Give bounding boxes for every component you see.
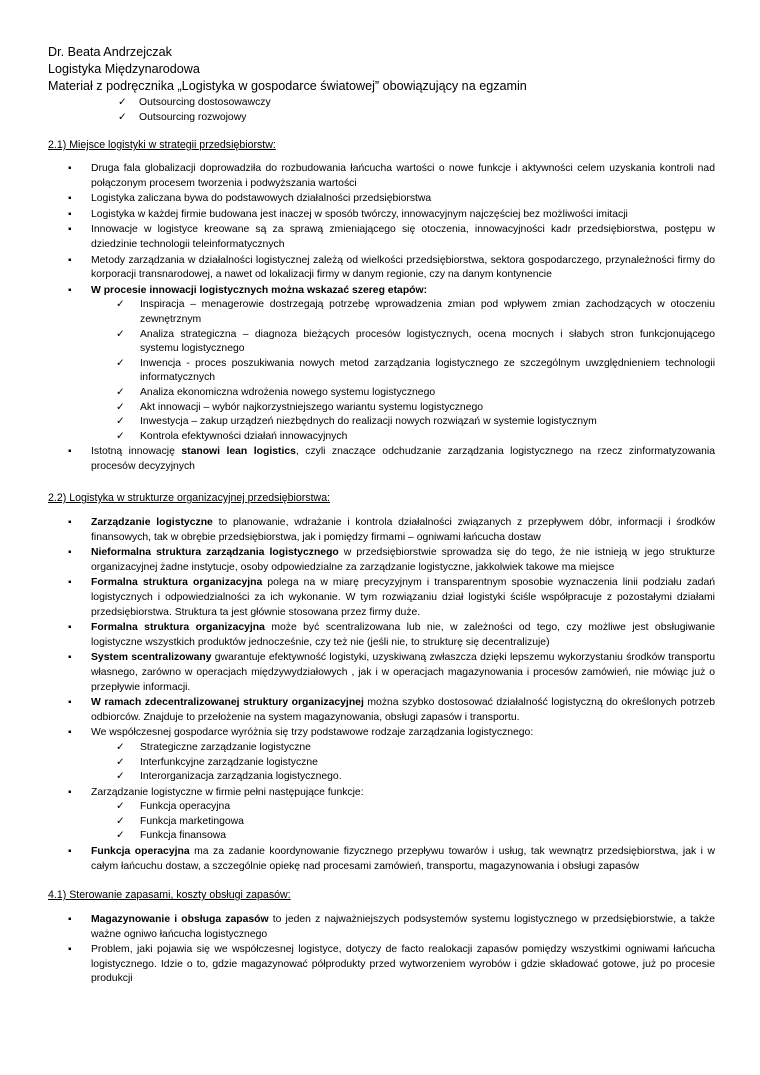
section-2-1-list	[67, 162, 715, 475]
document-header	[48, 44, 527, 95]
section-heading-4-1: 4.1) Sterowanie zapasami, koszty obsługi zapasów:	[48, 889, 291, 901]
list-item: ▪ Istotną innowację stanowi lean logistics, czyli znaczące odchudzanie zarządzania logistycznego na rzecz zinformatyzowania procesów decyzyjnych	[67, 445, 715, 474]
list-item: ▪ Problem, jaki pojawia się we współczesnej logistyce, dotyczy de facto realokacji zapasów pomiędzy wszystkimi ogniwami łańcucha logistycznego. Idzie o to, gdzie magazynować półprodukty przed wytworzeniem wyrobów i gdzie składować gotowe, już po procesie produkcji	[67, 943, 715, 987]
list-item: ▪ Druga fala globalizacji doprowadziła do rozbudowania łańcucha wartości o nowe funkcje i aktywności celem uzyskania kontroli nad połączonym procesem tworzenia i podwyższania wartości	[67, 162, 715, 191]
list-item: ▪ Innowacje w logistyce kreowane są za sprawą zmieniającego się otoczenia, innowacyjności kadr przedsiębiorstwa, postępu w dziedzinie technologii teleinformatycznych	[67, 223, 715, 252]
sub-item: ✓ Interfunkcyjne zarządzanie logistyczne	[116, 756, 715, 771]
sub-item: ✓ Akt innowacji – wybór najkorzystniejszego wariantu systemu logistycznego	[116, 401, 715, 416]
section-heading-2-2: 2.2) Logistyka w strukturze organizacyjnej przedsiębiorstwa:	[48, 492, 331, 504]
intro-checklist	[118, 96, 271, 125]
list-item: ▪ Magazynowanie i obsługa zapasów to jeden z najważniejszych podsystemów systemu logistycznego w przedsiębiorstwie, a także ważne ogniwo łańcucha logistycznego	[67, 913, 715, 942]
list-item: ▪ Zarządzanie logistyczne w firmie pełni następujące funkcje: ✓ Funkcja operacyjna ✓ Funkcja marketingowa ✓ Funkcja finansowa	[67, 786, 715, 844]
material-title: Materiał z podręcznika „Logistyka w gospodarce światowej” obowiązujący na egzamin	[48, 79, 527, 93]
list-item: ▪ Nieformalna struktura zarządzania logistycznego w przedsiębiorstwie sprowadza się do tego, że nie istnieją w jego strukturze organizacyjnej żadne instytucje, osoby odpowiedzialne za zarządzanie logistyczne, jakkolwiek takowe ma miejsce	[67, 546, 715, 575]
sub-item: ✓ Kontrola efektywności działań innowacyjnych	[116, 430, 715, 445]
check-item: ✓ Outsourcing rozwojowy	[118, 111, 271, 126]
section-2-2-list	[67, 516, 715, 875]
list-item: ▪ Formalna struktura organizacyjna może być scentralizowana lub nie, w zależności od tego, czy możliwe jest obsługiwanie logistyczne wszystkich produktów jednocześnie, czy też nie (jeśli nie, to strukturę się decentralizuje)	[67, 621, 715, 650]
sub-item: ✓ Inspiracja – menagerowie dostrzegają potrzebę wprowadzenia zmian pod wpływem zmian zachodzących w otoczeniu zewnętrznym	[116, 298, 715, 327]
author-name: Dr. Beata Andrzejczak	[48, 45, 172, 59]
list-item: ▪ Formalna struktura organizacyjna polega na w miarę precyzyjnym i transparentnym sposobie wyznaczenia linii podziału zadań logistycznych i odpowiedzialności za ich wykonanie. W tym rozwiązaniu dział logistyki ściśle współpracuje z pozostałymi działami przedsiębiorstwa. Struktura ta jest głównie stosowana przez firmy duże.	[67, 576, 715, 620]
list-item: ▪ W ramach zdecentralizowanej struktury organizacyjnej można szybko dostosować działalność logistyczną do określonych potrzeb odbiorców. Znajduje to przełożenie na system magazynowania, obsługi zapasów i transportu.	[67, 696, 715, 725]
list-item: ▪ System scentralizowany gwarantuje efektywność logistyki, uzyskiwaną zwłaszcza dzięki lepszemu wykorzystaniu środków transportu własnego, zarówno w operacjach międzywydziałowych , jak i w operacjach magazynowania i procesów zamówień, nie mówiąc już o przepływie informacji.	[67, 651, 715, 695]
section-heading-2-1: 2.1) Miejsce logistyki w strategii przedsiębiorstw:	[48, 139, 276, 151]
management-types-list	[91, 741, 715, 785]
section-4-1-list	[67, 913, 715, 988]
course-title: Logistyka Międzynarodowa	[48, 62, 200, 76]
list-item: ▪ Zarządzanie logistyczne to planowanie, wdrażanie i kontrola działalności związanych z przepływem dóbr, informacji i środków finansowych, tak w obrębie przedsiębiorstwa, jak i pomiędzy firmami – ogniwami łańcucha dostaw	[67, 516, 715, 545]
sub-item: ✓ Funkcja marketingowa	[116, 815, 715, 830]
sub-item: ✓ Inwestycja – zakup urządzeń niezbędnych do realizacji nowych rozwiązań w systemie logistycznym	[116, 415, 715, 430]
functions-list	[91, 800, 715, 844]
list-item: ▪ We współczesnej gospodarce wyróżnia się trzy podstawowe rodzaje zarządzania logistycznego: ✓ Strategiczne zarządzanie logistyczne ✓ Interfunkcyjne zarządzanie logistyczne ✓ Interorganizacja zarządzania logistycznego.	[67, 726, 715, 784]
sub-item: ✓ Funkcja operacyjna	[116, 800, 715, 815]
list-item: ▪ Funkcja operacyjna ma za zadanie koordynowanie fizycznego przepływu towarów i usług, tak wewnątrz przedsiębiorstwa, jak i w całym łańcuchu dostaw, a szczególnie opiekę nad procesami zamówień, transportu, magazynowania i obsługi zapasów	[67, 845, 715, 874]
list-item: ▪ Logistyka w każdej firmie budowana jest inaczej w sposób twórczy, innowacyjnym najczęściej bez możliwości imitacji	[67, 208, 715, 223]
list-item: ▪ W procesie innowacji logistycznych można wskazać szereg etapów: ✓ Inspiracja – menagerowie dostrzegają potrzebę wprowadzenia zmian pod wpływem zmian zachodzących w otoczeniu zewnętrznym ✓ Analiza strategiczna – diagnoza bieżących procesów logistycznych, ocena mocnych i słabych stron funkcjonującego systemu logistycznego ✓ Inwencja - proces poszukiwania nowych metod zarządzania logistycznego ze szczególnym uwzględnieniem technologii informatycznych ✓ Analiza ekonomiczna wdrożenia nowego systemu logistycznego ✓ Akt innowacji – wybór najkorzystniejszego wariantu systemu logistycznego ✓ Inwestycja – zakup urządzeń niezbędnych do realizacji nowych rozwiązań w systemie logistycznym ✓ Kontrola efektywności działań innowacyjnych	[67, 284, 715, 445]
list-item: ▪ Logistyka zaliczana bywa do podstawowych działalności przedsiębiorstwa	[67, 192, 715, 207]
innovation-stages-list	[91, 298, 715, 444]
sub-item: ✓ Funkcja finansowa	[116, 829, 715, 844]
sub-item: ✓ Analiza ekonomiczna wdrożenia nowego systemu logistycznego	[116, 386, 715, 401]
check-item: ✓ Outsourcing dostosowawczy	[118, 96, 271, 111]
sub-item: ✓ Inwencja - proces poszukiwania nowych metod zarządzania logistycznego ze szczególnym uwzględnieniem technologii informatycznych	[116, 357, 715, 386]
sub-item: ✓ Analiza strategiczna – diagnoza bieżących procesów logistycznych, ocena mocnych i słabych stron funkcjonującego systemu logistycznego	[116, 328, 715, 357]
sub-item: ✓ Strategiczne zarządzanie logistyczne	[116, 741, 715, 756]
sub-item: ✓ Interorganizacja zarządzania logistycznego.	[116, 770, 715, 785]
list-item: ▪ Metody zarządzania w działalności logistycznej zależą od wielkości przedsiębiorstwa, sektora gospodarczego, przynależności firmy do korporacji transnarodowej, a nawet od lokalizacji firmy w danym regionie, czy na danym kontynencie	[67, 254, 715, 283]
